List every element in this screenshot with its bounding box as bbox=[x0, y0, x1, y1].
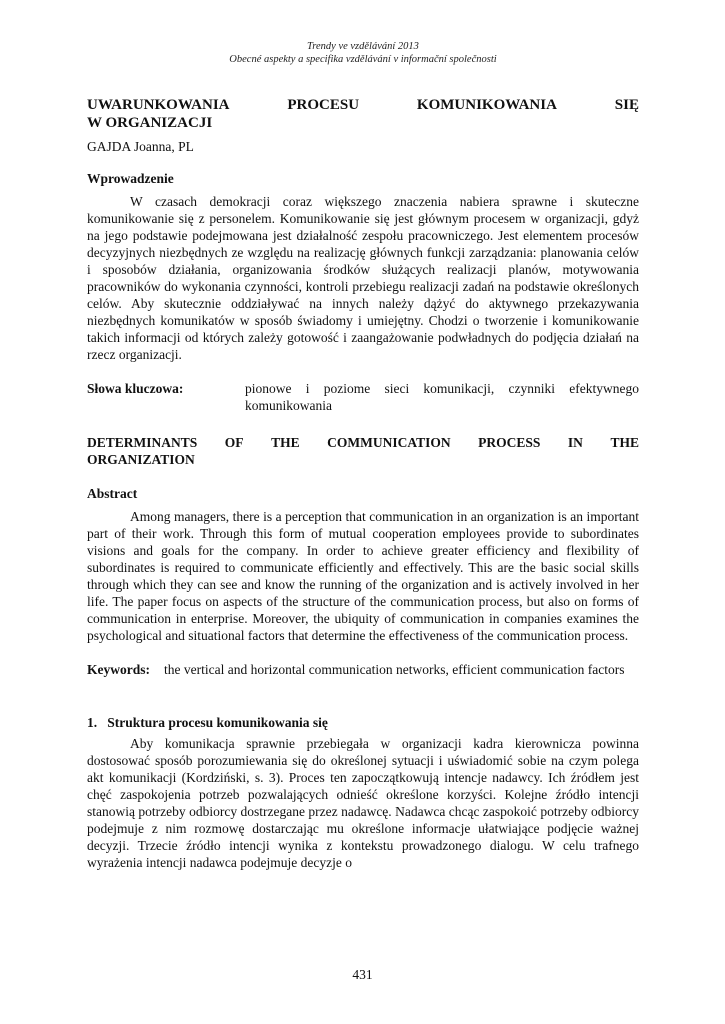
keywords-label: Słowa kluczowa: bbox=[87, 381, 184, 396]
title-line-2: W ORGANIZACJI bbox=[87, 115, 213, 131]
title-word: SIĘ bbox=[614, 97, 639, 113]
header-line-2: Obecné aspekty a specifika vzdělávání v informační společnosti bbox=[229, 54, 497, 65]
abstract-paragraph: Among managers, there is a perception that communication in an organization is an important part of their work. Through this form of mutual cooperation employees provide to subordinates visions and goals for the company. In order to achieve greater efficiency and flexibility of subordinates is required to communicate efficiently and effectively. This are the basic social skills through which they can see and know the running of the organization and is actively involved in her life. The paper focus on aspects of the structure of the communication process, but also on forms of communication in enterprise. Moreover, the ubiquity of communication in companies examines the psychological and situational factors that determine the effectiveness of the communication process. bbox=[87, 509, 639, 643]
keywords-text: the vertical and horizontal communication networks, efficient communication factors bbox=[164, 662, 625, 677]
keywords-english bbox=[87, 661, 639, 678]
title-english bbox=[87, 434, 639, 468]
title-polish bbox=[87, 96, 639, 132]
page-number: 431 bbox=[352, 967, 373, 982]
author: GAJDA Joanna, PL bbox=[87, 139, 194, 154]
section-1-heading: 1. Struktura procesu komunikowania się bbox=[87, 715, 328, 730]
title-word: COMMUNICATION bbox=[327, 435, 451, 450]
keywords-text: pionowe i poziome sieci komunikacji, czynniki efektywnego komunikowania bbox=[245, 381, 639, 413]
abstract-heading: Abstract bbox=[87, 486, 138, 501]
title-word: PROCESU bbox=[287, 97, 360, 113]
title-word: PROCESS bbox=[478, 435, 541, 450]
title-word: KOMUNIKOWANIA bbox=[416, 97, 557, 113]
document-page bbox=[87, 40, 639, 871]
keywords-label: Keywords: bbox=[87, 662, 150, 677]
title-word: OF bbox=[224, 435, 244, 450]
intro-paragraph: W czasach demokracji coraz większego znaczenia nabiera sprawne i skuteczne komunikowanie się z personelem. Komunikowanie się jest głównym procesem w organizacji, gdyż na jego podstawie podejmowana jest działalność zespołu pracowniczego. Jest elementem procesów decyzyjnych niezbędnych ze względu na realizację głównych funkcji zarządzania: planowania celów i sposobów działania, organizowania środków służących realizacji planów, motywowania pracowników do wykonania czynności, kontroli przebiegu realizacji zadań na podstawie określonych celów. Aby skutecznie oddziaływać na innych należy dążyć do aktywnego przekazywania niezbędnych komunikatów w sposób świadomy i umiejętny. Chodzi o tworzenie i komunikowanie takich informacji od których zależy gotowość i zaangażowanie podwładnych do podjęcia działań na rzecz organizacji. bbox=[87, 194, 639, 362]
title-word: DETERMINANTS bbox=[87, 435, 198, 450]
title-word: UWARUNKOWANIA bbox=[87, 97, 230, 113]
section-1-paragraph: Aby komunikacja sprawnie przebiegała w organizacji kadra kierownicza powinna dostosować sposób porozumiewania się do określonej sytuacji i uświadomić sobie na czym polega akt komunikacji (Kordziński, s. 3). Proces ten zapoczątkowują intencje nadawcy. Ich źródłem jest chęć zaspokojenia potrzeb pozwalających odnieść określone korzyści. Kolejne źródło intencji stanowią potrzeby odbiorcy dostrzegane przez nadawcę. Nadawca chcąc zaspokoić potrzeby odbiorcy podejmuje z nim rozmowę dostarczając mu określone informacje ułatwiające podjęcie ważnej decyzji. Trzecie źródło intencji wynika z kontekstu prowadzonego dialogu. W celu trafnego wyrażenia intencji nadawca podejmuje decyzje o bbox=[87, 736, 639, 870]
keywords-polish bbox=[87, 380, 639, 414]
intro-heading: Wprowadzenie bbox=[87, 171, 174, 186]
title-word: THE bbox=[271, 435, 300, 450]
title-word: IN bbox=[567, 435, 583, 450]
header-line-1: Trendy ve vzdělávání 2013 bbox=[307, 41, 419, 52]
running-header bbox=[87, 40, 639, 66]
title-word: THE bbox=[610, 435, 639, 450]
title-line-2: ORGANIZATION bbox=[87, 452, 195, 467]
